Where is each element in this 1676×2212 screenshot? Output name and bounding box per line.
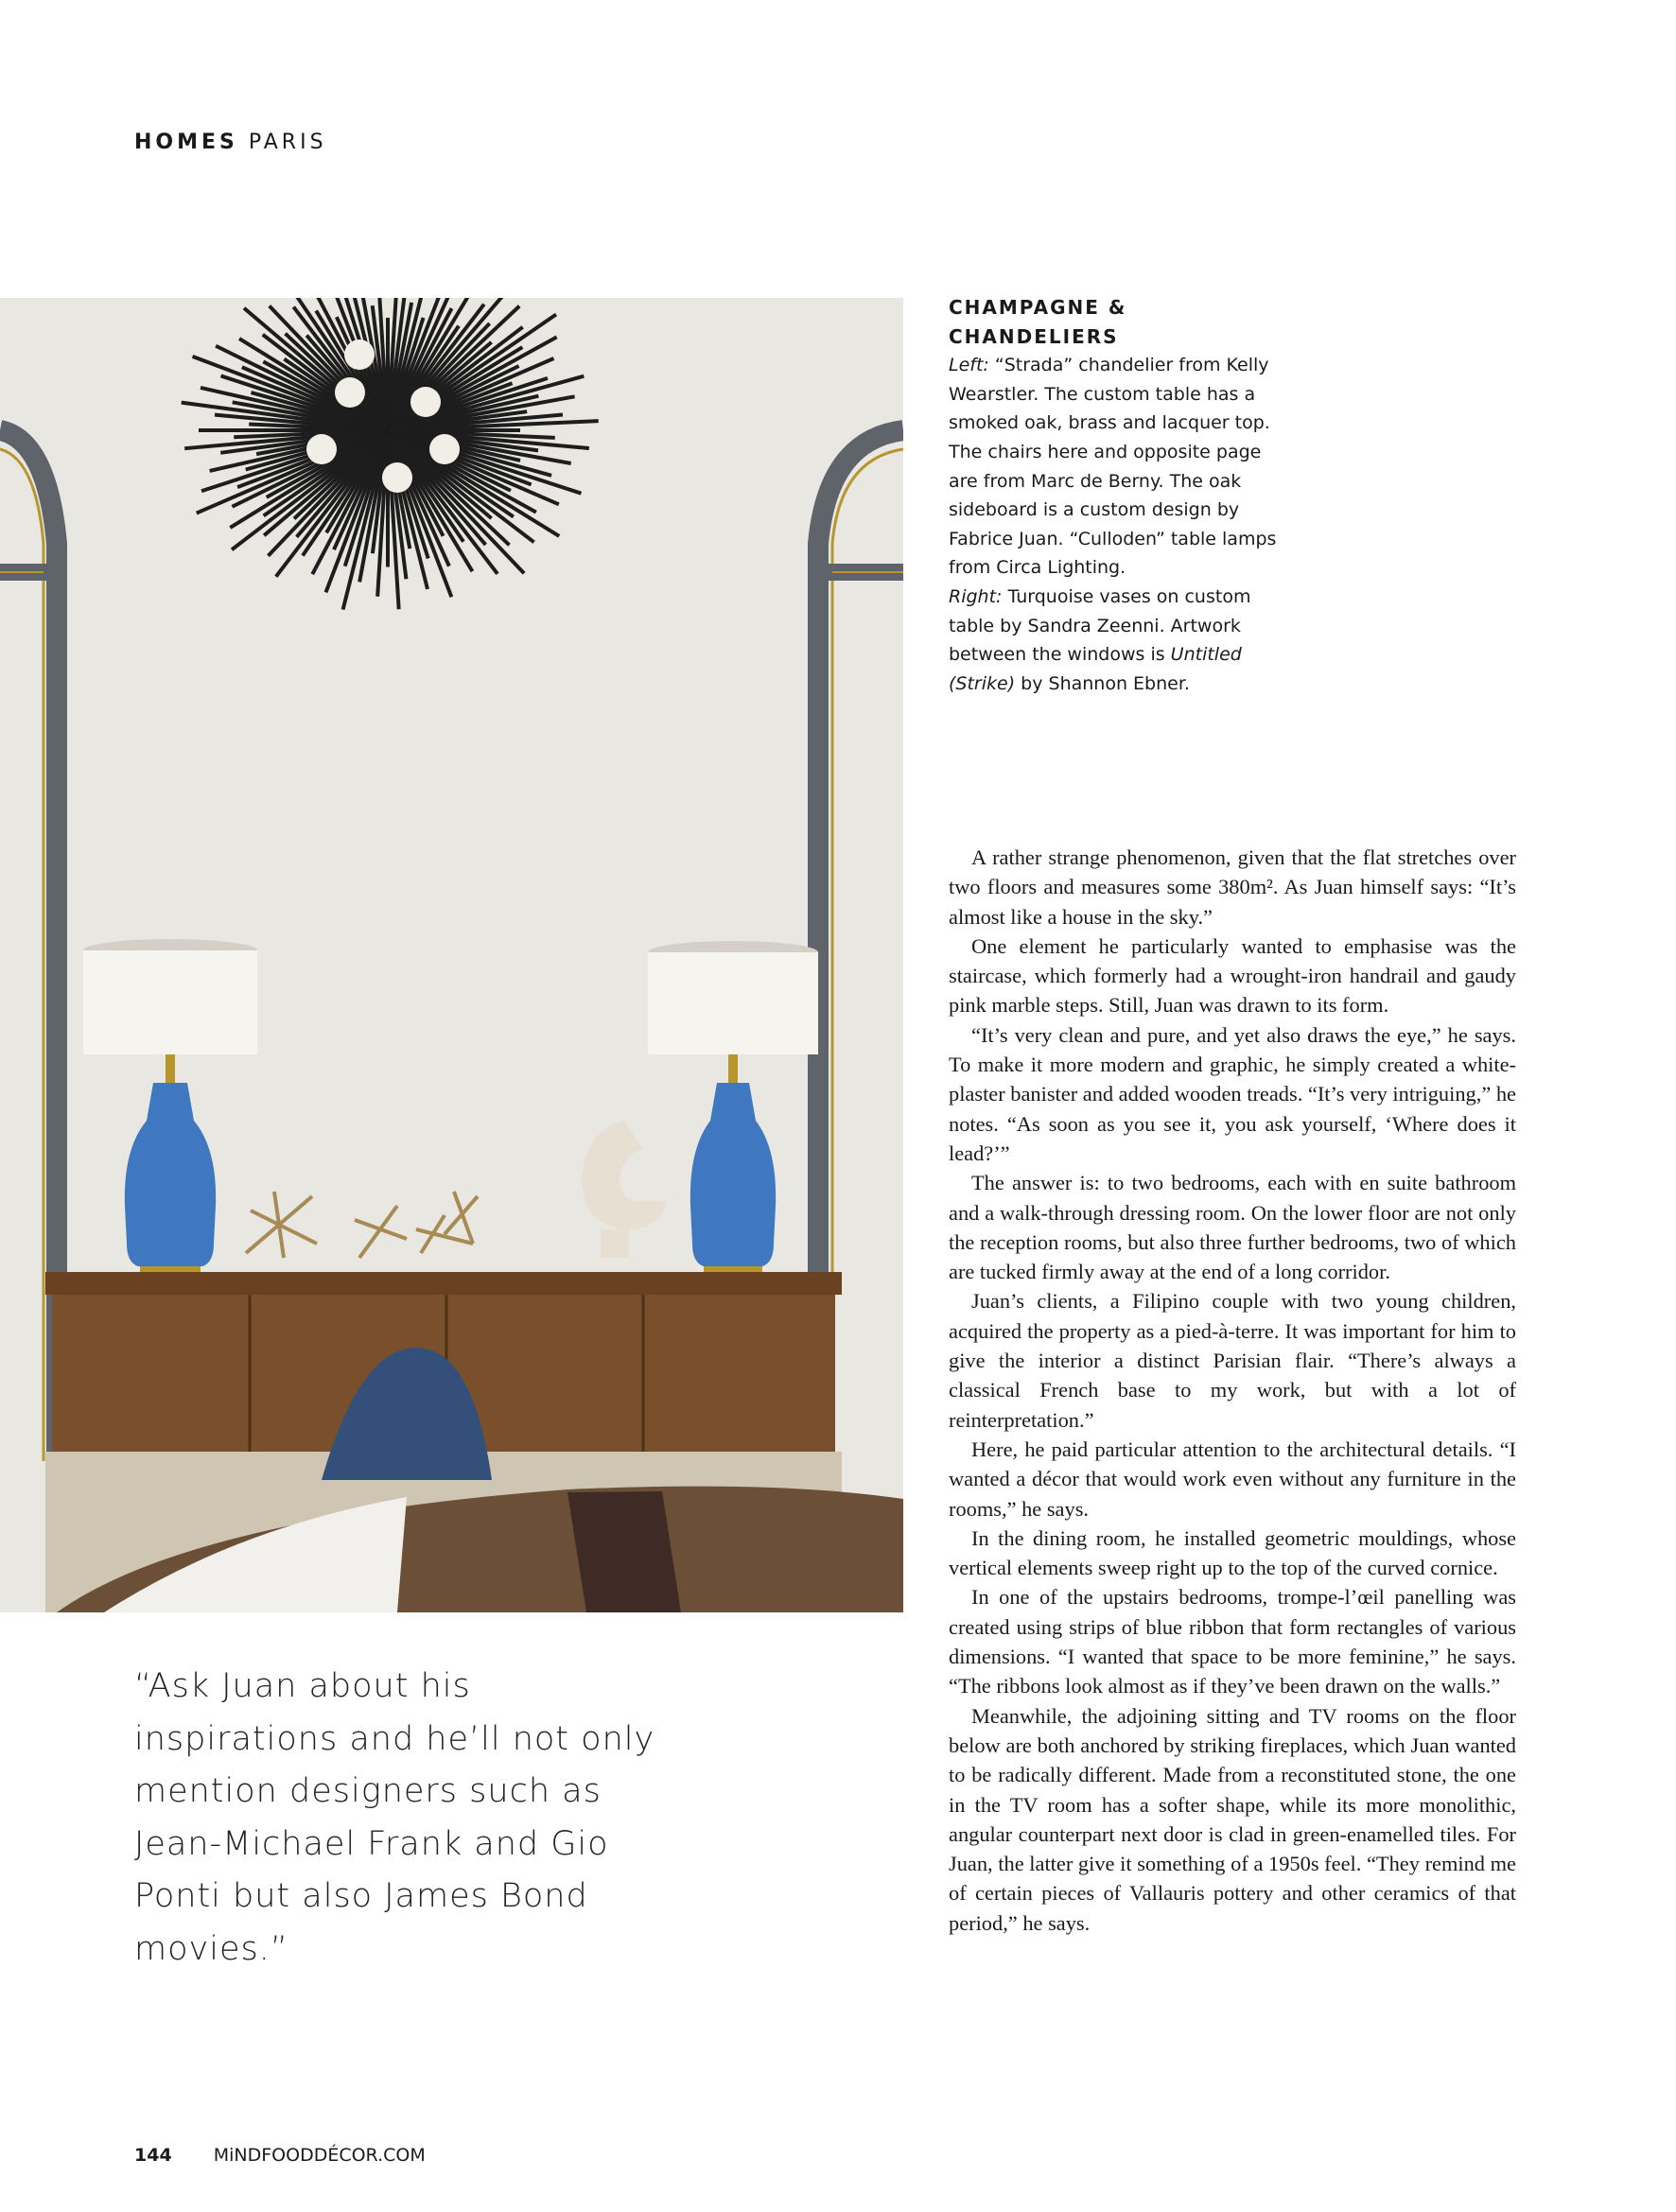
- section-header: [134, 131, 327, 154]
- section-label: HOMES: [134, 131, 238, 154]
- body-paragraph: In the dining room, he installed geometric mouldings, whose vertical elements sweep right up to the top of the curved cornice.: [949, 1525, 1516, 1580]
- caption-right-text: Turquoise vases on custom table by Sandra Zeenni. Artwork between the windows is: [949, 585, 1251, 666]
- body-paragraph: In one of the upstairs bedrooms, trompe-l’œil panelling was created using strips of blue ribbon that form rectangles of various dimensions. “I wanted that space to be more feminine,” he says. “The ribbons look almost as if they’ve been drawn on the walls.”: [949, 1585, 1516, 1698]
- body-paragraph: A rather strange phenomenon, given that the flat stretches over two floors and measures some 380m². As Juan himself says: “It’s almost like a house in the sky.”: [949, 845, 1516, 929]
- caption-right-text-end: by Shannon Ebner.: [1021, 672, 1190, 694]
- caption-left-label: Left:: [949, 355, 989, 376]
- site-name: MiNDFOODDÉCOR.COM: [213, 2145, 426, 2166]
- body-paragraph: The answer is: to two bedrooms, each with en suite bathroom and a walk-through dressing room. On the lower floor are not only the reception rooms, but also three further bedrooms, two of which are tucked firmly away at the end of a long corridor.: [949, 1171, 1516, 1284]
- caption-right-label: Right:: [949, 585, 1003, 607]
- body-paragraph: Juan’s clients, a Filipino couple with two young children, acquired the property as a pied-à-terre. It was important for him to give the interior a distinct Parisian flair. “There’s always a classical French base to my work, but with a lot of reinterpretation.”: [949, 1289, 1516, 1432]
- caption-artwork-title: Untitled (Strike): [949, 644, 1242, 694]
- photo-caption: [949, 293, 1289, 698]
- body-paragraph: “It’s very clean and pure, and yet also draws the eye,” he says. To make it more modern and graphic, he simply created a white-plaster banister and added wooden treads. “It’s very intriguing,” he notes. “As soon as you see it, you ask yourself, ‘Where does it lead?’”: [949, 1022, 1516, 1165]
- pull-quote: “Ask Juan about his inspirations and he’ll not only mention designers such as Jean-Michael Frank and Gio Ponti but also James Bond movies.”: [134, 1667, 655, 1968]
- page-footer: [134, 2145, 426, 2166]
- body-paragraph: Here, he paid particular attention to the architectural details. “I wanted a décor that would work even without any furniture in the rooms,” he says.: [949, 1437, 1516, 1521]
- caption-title: CHAMPAGNE & CHANDELIERS: [949, 296, 1127, 348]
- location-label: PARIS: [248, 131, 327, 154]
- dining-room-photo: [0, 298, 903, 1612]
- page-number: 144: [134, 2145, 172, 2166]
- caption-left-text: “Strada” chandelier from Kelly Wearstler. The custom table has a smoked oak, brass and lacquer top. The chairs here and opposite page are from Marc de Berny. The oak sideboard is a custom design by Fabrice Juan. “Culloden” table lamps from Circa Lighting.: [949, 355, 1277, 579]
- body-paragraph: Meanwhile, the adjoining sitting and TV rooms on the floor below are both anchored by striking fireplaces, which Juan wanted to be radically different. Made from a reconstituted stone, the one in the TV room has a softer shape, while its more monolithic, angular counterpart next door is clad in green-enamelled tiles. For Juan, the latter give it something of a 1950s feel. “They remind me of certain pieces of Vallauris pottery and other ceramics of that period,” he says.: [949, 1703, 1516, 1935]
- body-paragraph: One element he particularly wanted to emphasise was the staircase, which formerly had a wrought-iron handrail and gaudy pink marble steps. Still, Juan was drawn to its form.: [949, 933, 1516, 1018]
- article-body: [949, 843, 1516, 1938]
